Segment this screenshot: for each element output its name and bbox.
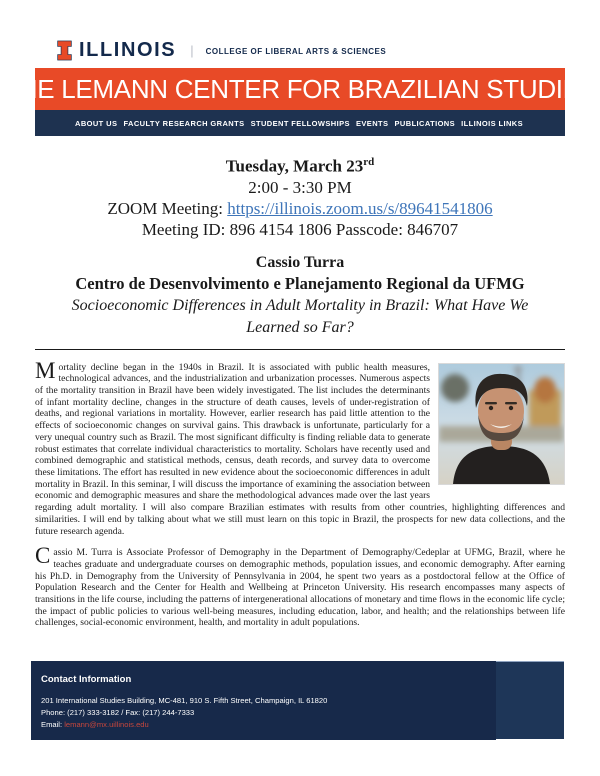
- zoom-meeting-link[interactable]: https://illinois.zoom.us/s/89641541806: [227, 198, 493, 218]
- footer-accent-block: [496, 661, 564, 739]
- illinois-wordmark: ILLINOIS: [79, 38, 177, 61]
- block-i-icon: [57, 40, 72, 61]
- nav-item-about-us[interactable]: ABOUT US: [75, 118, 118, 128]
- event-date-text: Tuesday, March 23: [225, 156, 364, 176]
- contact-phone-fax: Phone: (217) 333-3182 / Fax: (217) 244-7333: [41, 708, 195, 717]
- contact-email-line: [41, 719, 482, 731]
- speaker-photo: [438, 363, 565, 485]
- divider-rule: [35, 349, 565, 350]
- nav-item-events[interactable]: EVENTS: [356, 118, 389, 128]
- nav-item-student-fellowships[interactable]: STUDENT FELLOWSHIPS: [250, 118, 350, 128]
- speaker-affiliation: Centro de Desenvolvimento e Planejamento Regional da UFMG: [75, 273, 525, 293]
- abstract-paragraph: [35, 357, 565, 538]
- zoom-label: ZOOM Meeting:: [107, 198, 228, 218]
- speaker-name: Cassio Turra: [255, 253, 345, 271]
- bio-paragraph: [35, 543, 565, 629]
- abstract-dropcap: M: [35, 357, 56, 383]
- speaker-block: [0, 252, 600, 339]
- illinois-logo-link[interactable]: [57, 39, 176, 62]
- main-nav: [35, 110, 565, 136]
- abstract-text: ortality decline began in the 1940s in Brazil. It is associated with public health measures, technological advances, and the industrialization and urbanization processes. Numerous aspects of the mortality transition in Brazil have been widely investigated. The list includes the determinants of infant mortality decline, changes in the structure of death causes, levels of under-registration of deaths, and regional variations in mortality. However, earlier research has paid little attention to the effects of socioeconomic changes on survival gains. This drawback is unfortunate, particularly for a very unequal country such as Brazil. The most significant difficulty is finding reliable data to generate robust estimates that correlate individual characteristics to mortality. Scholars have recently used and combined demographic and statistical methods, census, death records, and survey data to overcome these limitations. The effort has resulted in new evidence about the socioeconomic differences in adult mortality in Brazil. In this seminar, I will discuss the importance of examining the association between economic and demographic measures and share the methodological advances made over the last years regarding adult mortality. I will also compare Brazilian estimates with results from other countries, highlighting differences and similarities. I will end by talking about what we still must learn on this topic in Brazil, the prospects for new data collections, and the future research agenda.: [35, 361, 565, 537]
- email-link[interactable]: lemann@mx.uillinois.edu: [64, 720, 149, 729]
- event-meeting-id: Meeting ID: 896 4154 1806 Passcode: 846707: [141, 219, 459, 239]
- center-title: THE LEMANN CENTER FOR BRAZILIAN STUDIES: [3, 73, 597, 104]
- brand-divider: |: [190, 42, 194, 58]
- event-zoom-line: [0, 198, 600, 219]
- nav-item-illinois-links[interactable]: ILLINOIS LINKS: [461, 118, 523, 128]
- body-copy: [35, 357, 565, 629]
- event-date: [0, 152, 600, 177]
- bio-dropcap: C: [35, 543, 51, 569]
- brand-header: [57, 38, 565, 62]
- event-details: [0, 152, 600, 240]
- bio-text: assio M. Turra is Associate Professor of Demography in the Department of Demography/Cedeplar at UFMG, Brazil, where he teaches graduate and undergraduate courses on demographic methods, population issues, and economic demography. After earning his Ph.D. in Demography from the University of Pennsylvania in 2004, he spent two years as a postdoctoral fellow at the Office of Population Research and the Center for Health and Wellbeing at Princeton University. His research encompasses many aspects of transitions in the life course, including the patterns of intergenerational allocations of monetary and time flows in the economic life cycle; the impact of public policies to various well-being measures, including education, labor, and health; and the relationships between life challenges, social-economic environment, health, and mortality in adult populations.: [35, 547, 565, 629]
- contact-panel: [31, 661, 496, 740]
- event-date-ordinal: rd: [363, 156, 375, 168]
- center-banner: [3, 68, 597, 110]
- talk-title: Socioeconomic Differences in Adult Mortality in Brazil: What Have We Learned so Far?: [71, 296, 529, 336]
- contact-footer: [31, 661, 564, 740]
- nav-item-faculty-research-grants[interactable]: FACULTY RESEARCH GRANTS: [123, 118, 245, 128]
- email-label: Email:: [41, 720, 65, 729]
- nav-item-publications[interactable]: PUBLICATIONS: [394, 118, 456, 128]
- contact-heading: Contact Information: [41, 674, 132, 685]
- contact-address: 201 International Studies Building, MC-481, 910 S. Fifth Street, Champaign, IL 61820: [41, 696, 328, 705]
- event-time: 2:00 - 3:30 PM: [248, 177, 352, 197]
- college-wordmark: COLLEGE OF LIBERAL ARTS & SCIENCES: [205, 46, 387, 56]
